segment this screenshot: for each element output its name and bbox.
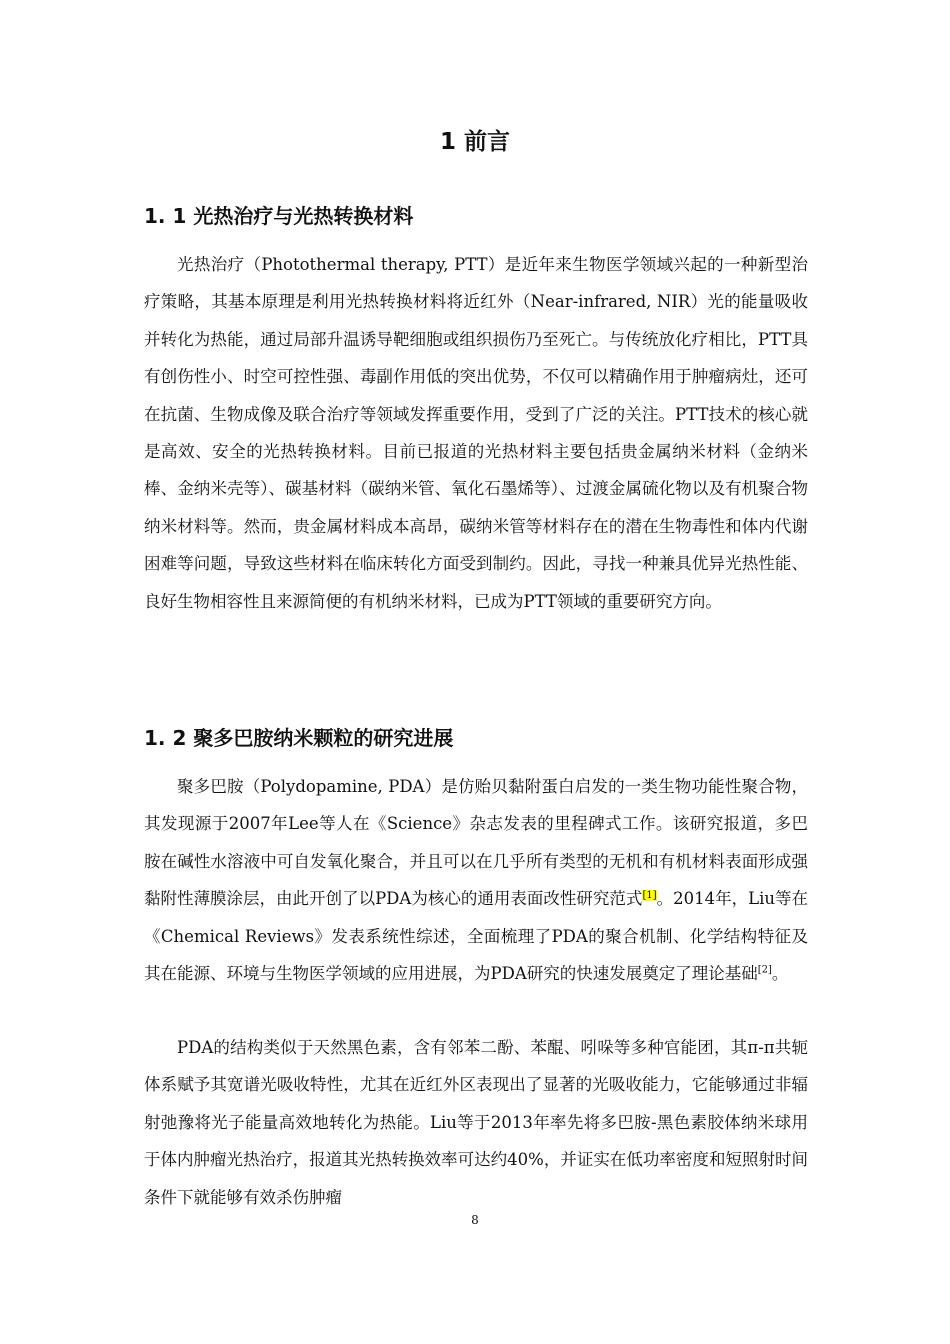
citation-ref-1: [1] — [642, 889, 657, 901]
section-heading-1-2: 1. 2 聚多巴胺纳米颗粒的研究进展 — [144, 726, 454, 750]
chapter-title: 1 前言 — [439, 129, 510, 155]
pda-history-text-a: 聚多巴胺（Polydopamine, PDA）是仿贻贝黏附蛋白启发的一类生物功能性聚合物，其发现源于2007年Lee等人在《Science》杂志发表的里程碑式工作。该研究报道，多巴胺在碱性水溶液中可自发氧化聚合，并且可以在几乎所有类型的无机和有机材料表面形成强黏附性薄膜涂层，由此开创了以PDA为核心的通用表面改性研究范式 — [144, 777, 808, 909]
paragraph-pda-photothermal: PDA的结构类似于天然黑色素，含有邻苯二酚、苯醌、吲哚等多种官能团，其π-π共轭体系赋予其宽谱光吸收特性，尤其在近红外区表现出了显著的光吸收能力，它能够通过非辐射弛豫将光子能量高效地转化为热能。Liu等于2013年率先将多巴胺-黑色素胶体纳米球用于体内肿瘤光热治疗，报道其光热转换效率可达约40%，并证实在低功率密度和短照射时间条件下就能够有效杀伤肿瘤 — [144, 1038, 808, 1207]
paragraph-pda-history — [144, 768, 808, 992]
page-number: 8 — [471, 1213, 479, 1227]
citation-ref-2: [2] — [757, 964, 772, 976]
pda-history-text-b: 。2014年，Liu等在《Chemical Reviews》发表系统性综述，全面梳理了PDA的聚合机制、化学结构特征及其在能源、环境与生物医学领域的应用进展，为PDA研究的快速发展奠定了理论基础 — [144, 889, 809, 984]
paragraph-ptt-intro: 光热治疗（Photothermal therapy, PTT）是近年来生物医学领域兴起的一种新型治疗策略，其基本原理是利用光热转换材料将近红外（Near-infrared, NIR）光的能量吸收并转化为热能，通过局部升温诱导靶细胞或组织损伤乃至死亡。与传统放化疗相比，PTT具有创伤性小、时空可控性强、毒副作用低的突出优势，不仅可以精确作用于肿瘤病灶，还可在抗菌、生物成像及联合治疗等领域发挥重要作用，受到了广泛的关注。PTT技术的核心就是高效、安全的光热转换材料。目前已报道的光热材料主要包括贵金属纳米材料（金纳米棒、金纳米壳等）、碳基材料（碳纳米管、氧化石墨烯等）、过渡金属硫化物以及有机聚合物纳米材料等。然而，贵金属材料成本高昂，碳纳米管等材料存在的潜在生物毒性和体内代谢困难等问题，导致这些材料在临床转化方面受到制约。因此，寻找一种兼具优异光热性能、良好生物相容性且来源简便的有机纳米材料，已成为PTT领域的重要研究方向。 — [144, 255, 808, 611]
section-heading-1-1: 1. 1 光热治疗与光热转换材料 — [144, 204, 414, 228]
pda-history-text-c: 。 — [771, 964, 789, 984]
